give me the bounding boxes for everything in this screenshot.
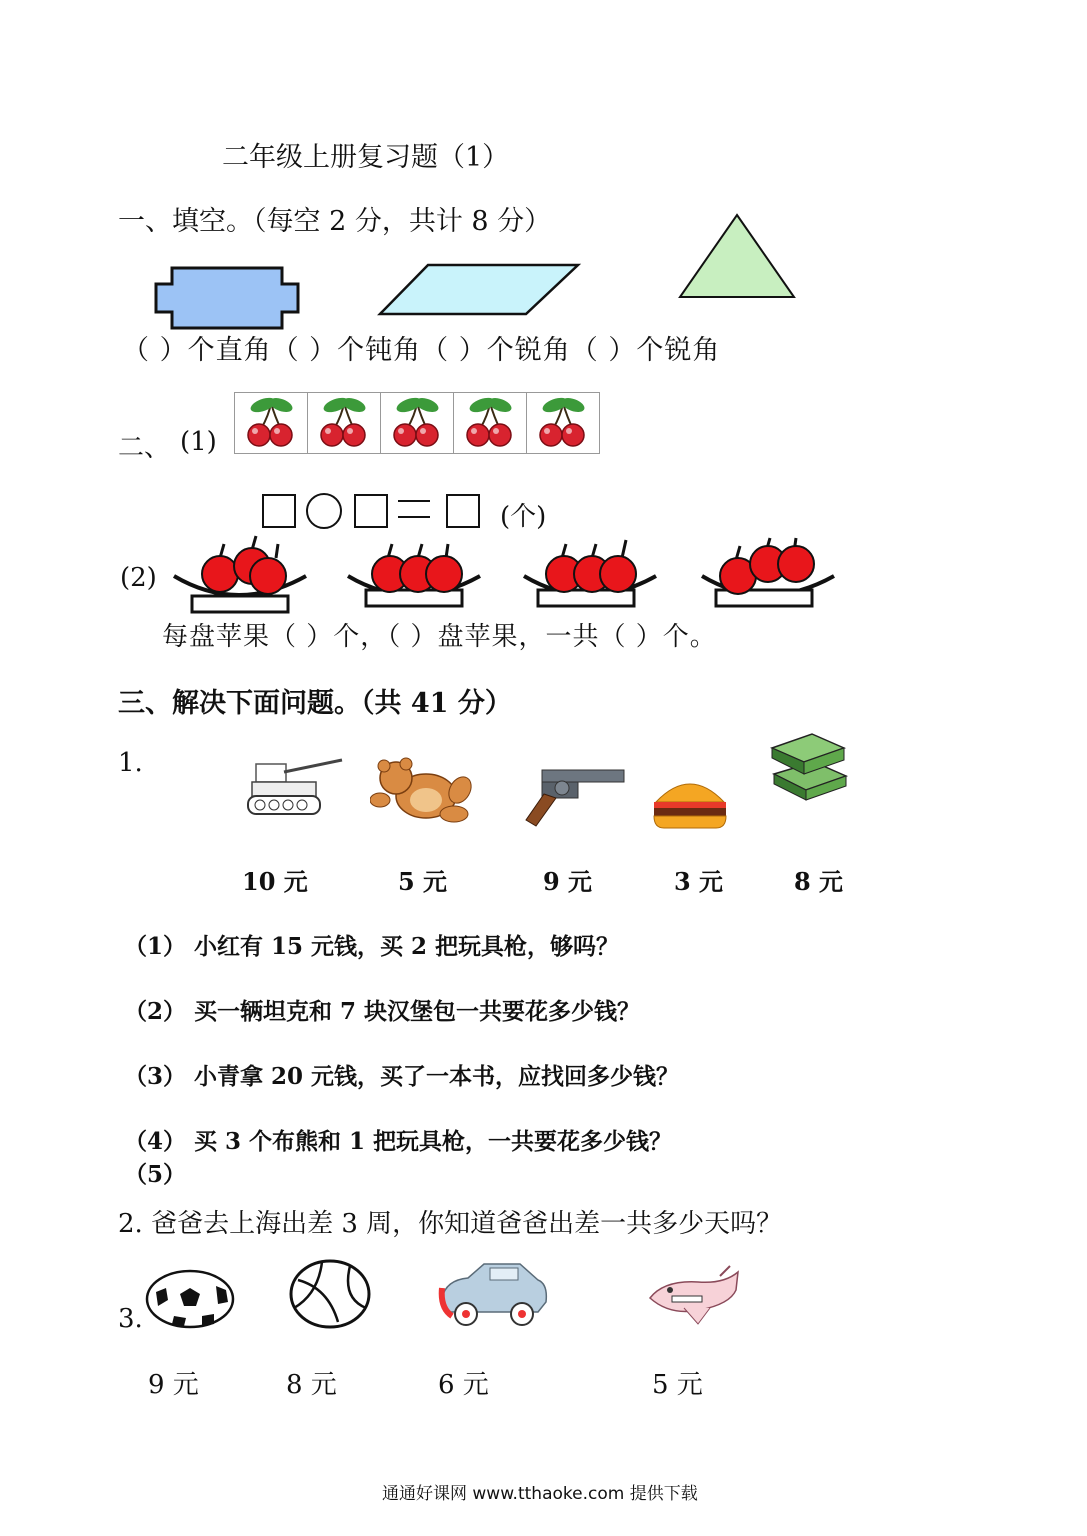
part1-label: (1)	[180, 427, 217, 457]
answer-box-3[interactable]	[446, 494, 480, 528]
toy-plane-icon	[644, 1264, 744, 1328]
price-soccer-ball: 9 元	[148, 1370, 199, 1400]
answer-box-2[interactable]	[354, 494, 388, 528]
price-books: 8 元	[794, 867, 844, 896]
question-2-text: 买一辆坦克和 7 块汉堡包一共要花多少钱？	[194, 998, 641, 1025]
footer-text: 通通好课网 www.tthaoke.com 提供下载	[382, 1484, 698, 1504]
section2-prefix: 二、	[118, 433, 171, 463]
operator-circle[interactable]	[306, 493, 342, 529]
books-icon	[768, 728, 850, 808]
section1-heading: 一、填空。（每空 2 分，共计 8 分）	[118, 206, 552, 237]
question-1-number: （1）	[124, 933, 187, 960]
price-toy-car: 6 元	[438, 1370, 489, 1400]
cherry-icon	[235, 393, 308, 453]
apple-plates-row	[168, 534, 858, 616]
soccer-ball-icon	[144, 1268, 236, 1330]
price-toy-gun: 9 元	[543, 867, 593, 896]
notched-rectangle-shape	[150, 262, 304, 334]
problem3-number: 3.	[118, 1304, 143, 1334]
cherry-icon	[308, 393, 381, 453]
hamburger-icon	[650, 774, 730, 832]
angle-count-blanks: （ ）个直角（ ）个钝角（ ）个锐角（ ）个锐角	[122, 335, 721, 366]
question-5-number: （5）	[124, 1161, 187, 1188]
volleyball-icon	[288, 1258, 372, 1330]
unit-label: (个)	[500, 502, 547, 532]
problem1-number: 1.	[118, 748, 143, 778]
toy-gun-icon	[512, 764, 626, 830]
section3-heading: 三、解决下面问题。（共 41 分）	[118, 688, 512, 719]
page-title: 二年级上册复习题（1）	[222, 142, 510, 173]
price-teddy-bear: 5 元	[398, 867, 448, 896]
cherry-row	[234, 392, 600, 454]
cherry-icon	[527, 393, 599, 453]
teddy-bear-icon	[370, 756, 474, 828]
price-tank: 10 元	[242, 867, 308, 896]
cherry-icon	[454, 393, 527, 453]
question-4-text: 买 3 个布熊和 1 把玩具枪，一共要花多少钱？	[194, 1128, 673, 1155]
question-3-text: 小青拿 20 元钱，买了一本书，应找回多少钱？	[194, 1063, 680, 1090]
question-4-number: （4）	[124, 1128, 187, 1155]
price-toy-plane: 5 元	[652, 1370, 703, 1400]
answer-box-1[interactable]	[262, 494, 296, 528]
price-hamburger: 3 元	[674, 867, 724, 896]
toy-car-icon	[438, 1258, 550, 1330]
price-volleyball: 8 元	[286, 1370, 337, 1400]
apple-plate-icon	[174, 536, 306, 612]
triangle-shape	[676, 210, 800, 302]
tank-icon	[246, 758, 346, 820]
apple-question: 每盘苹果（ ）个，（ ）盘苹果，一共（ ）个。	[162, 622, 717, 652]
equals-sign	[398, 500, 430, 518]
question-3-number: （3）	[124, 1063, 187, 1090]
problem2-text: 2. 爸爸去上海出差 3 周，你知道爸爸出差一共多少天吗？	[118, 1209, 783, 1239]
question-1-text: 小红有 15 元钱，买 2 把玩具枪，够吗？	[194, 933, 620, 960]
part2-label: (2)	[120, 563, 157, 593]
question-2-number: （2）	[124, 998, 187, 1025]
cherry-icon	[381, 393, 454, 453]
parallelogram-shape	[376, 260, 586, 320]
